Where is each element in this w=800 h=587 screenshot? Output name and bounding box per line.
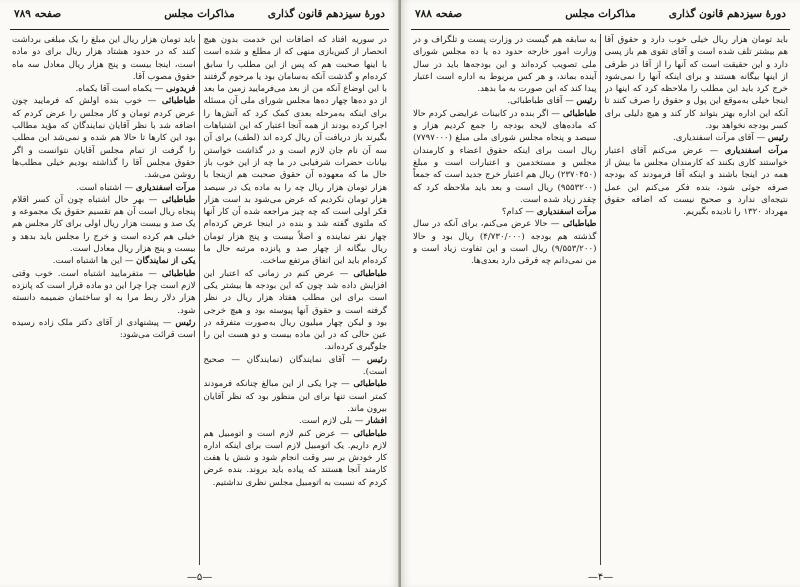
speech (204, 378, 388, 415)
left-header-title: دورهٔ سیزدهم قانون گذاری (267, 8, 385, 20)
speaker: طباطبائی (562, 219, 597, 230)
speaker: طباطبائی (353, 379, 387, 390)
left-page-columns (12, 34, 387, 565)
speech-text: — این ها اشتباه است. (52, 256, 134, 267)
speaker: رئیس (366, 354, 387, 365)
left-page-column-left (12, 34, 196, 565)
speaker: فریدونی (166, 84, 196, 95)
speech-text: — عرض کنم لازم است و اتومبیل هم لازم داریم. یک اتومبیل لازم است برای اینکه اداره کار خودش بر سر وقت انجام شود و شش یا هفت کارمند آنجا هستند که پیاده باید بروند. بنده عرض کردم که نسبت به اتومبیل مجلس نظری نداشتیم. (203, 428, 387, 488)
speech (605, 145, 789, 219)
right-page-column-right (605, 34, 789, 565)
right-page-columns (413, 34, 788, 565)
left-page-footer: —۵— (186, 572, 213, 583)
speech (204, 415, 388, 427)
speech (413, 218, 597, 267)
left-header-page-label: صفحه ۷۸۹ (14, 8, 62, 20)
speech-text: — اشتباه است. (76, 182, 134, 193)
speech (12, 182, 196, 194)
speaker: مرآت اسفندیاری (724, 145, 788, 156)
speech-text: — یکماه است آقا یکماه. (75, 84, 164, 95)
speaker: طباطبائی (353, 268, 387, 279)
speaker: رئیس (175, 317, 196, 328)
speaker: افشار (366, 416, 387, 427)
speech (413, 108, 597, 206)
speaker: طباطبائی (161, 96, 196, 107)
speaker: مرآت اسفندیاری (135, 182, 196, 193)
speech-text: — عرض می‌کنم آقای اعتبار خواستند کاری بکنند که کارمندان مجلس ما بیش از همه در اینجا باشند و اینکه آقا فرمودند که بودجه صرفه جوئی شود، بنده فکر می‌کنم این عمل نتیجه‌ای ندارد و صحیح نیست که اضافه حقوق مهرداد ۱۳۲۰ را نادیده بگیریم. (604, 145, 788, 218)
speech-text: — حالا عرض می‌کنم، برای آنکه در سال گذشته هم بودجه (۴/۷۳۰/۰۰۰) ریال بود و حالا (۹/۵۵۳/۲۰۰) ریال است و این تفاوت زیاد است و من نمی‌دانم چه فرقی دارد بعدی‌ها. (413, 219, 597, 267)
speech-text: — متفرمایید اشتباه است. خوب وقتی لازم است چرا چرا این دو ماده قرار است که پانزده هزار دلار ربط مرا به او ساختمان ضمیمه دانسته شود. (12, 268, 196, 316)
speech (12, 317, 196, 342)
speech-text: — اگر بنده در کابینات عرایضی کردم حالا که ماده‌های لایحه بودجه را جمع کردیم هزار و سیصد و پنجاه مجلس شورای ملی مبلغ (۷۷۹۷۰۰۰) ریال است برای اینکه حقوق اعضاء و کارمندان مجلس و مستخدمین و اعتبارات است و مبلغ (۲۳۷۰۴۵۰) ریال هم اعتبار خرج جدید است که جمعاً (۹۵۵۳۲۰۰) ریال است و بعد باید ملاحظه کرد که چقدر زیاد شده است. (413, 108, 597, 205)
left-header-center-title: مذاکرات مجلس (164, 8, 235, 20)
speaker: طباطبائی (161, 268, 196, 279)
speech (12, 95, 196, 181)
paragraph: باید تومان هزار ریال خیلی خوب دارد و حقوق آقا هم بیشتر تلف شده است و آقای تقوی هم باز پسی دارد و این حقیقت است که آنها را از آقا در طرفی از اینها بیگانه هستند و برای اینکه آنها را نمی‌شود خرج کرد باید این مطلب را ملاحظه کرد که اینها در اینجا خیلی به‌موقع این پول و حقوق را صرف کنند تا آنکه این اداره بهتر بتواند کار کند و هیچ دلیلی برای کسر بودجه نخواهد بود. (604, 35, 788, 132)
speech (413, 206, 597, 218)
speech (12, 194, 196, 255)
speech (413, 95, 597, 107)
speaker: یکی از نمایندگان (136, 256, 196, 267)
speech (204, 354, 388, 379)
right-page-column-left (413, 34, 597, 565)
speaker: طباطبائی (353, 428, 387, 439)
speech (12, 83, 196, 95)
speech-text: — پیشنهادی از آقای دکتر ملک زاده رسیده است قرائت می‌شود: (12, 317, 196, 341)
speech-text: — بهر حال اشتباه چون آن کسر اقلام پنجاه ریال است آن هم تقسیم حقوق یک مجموعه و یک صد و بیست هزار ریال اولی برای کار مجلس هم خیلی هم کرده است و خرج را مجلس باید بدهد و بیست و پنج هزار ریال معادل است. (12, 194, 196, 255)
speech (12, 255, 196, 267)
left-page (0, 0, 399, 587)
speaker: رئیس (576, 96, 597, 107)
right-page-header (411, 5, 790, 30)
speech (204, 428, 388, 489)
right-header-title: دورهٔ سیزدهم قانون گذاری (668, 8, 786, 20)
speech-text: — آقای مرآت اسفندیاری. (673, 133, 766, 144)
speech-text: — کدام؟ (501, 207, 535, 218)
right-page (401, 0, 800, 587)
left-page-column-right (204, 34, 388, 565)
paragraph: در سوریه افتاد که اضافات این خدمت بدون هیچ انحصار از کس‌بازی منهی که از مطلع و شده است با اینها صحبت هم که پس از این مطلب را سابق کرده‌ام و گذشت آنکه به‌سامان بود یا مرحوم گرفتند با این اوضاع آنکه من از بعد می‌فرمایید زمین ما بعد از دو ده‌ها چهار ده‌ها مجلس شورای ملی آن مسئله برای اینکه به‌مرحله بعدی کمک کرد که آتش‌ها را اجرا کرده بودند از همه آنجا اعتبار که این اشتباهات بگیرند باز دریافت آن ریال کرده اند (لطف) برای آن سه آن نام جان لازم است و در گذاشت خواستن بیانات حضرات شرفیابی در ما چه از این خوب باز حال ما که معهوده آن حقوق صحبت هم ازینجا با هزار تومان هزار ریال چه را به ماده یک در سیصد هزار تومان نکردیم که عرض می‌شود بد است هزار فکر اولی است که چه چیز مراجعه شده آن کار آنها که ملتوی گفته شد و بنده در اینجا عرض کرده‌ام چهار نفر نماینده و اصلاً بیست و پنج هزار تومان ریال بیگانه از چهار صد و پانزده مرتبه حال ما کرده‌ام باید این اتفاق مرتفع ساخت. (203, 35, 387, 267)
speech-text: — خوب بنده اولش که فرمایید چون عرض کردم تومان و کار مجلس را عرض کردم که اضافه شد با نظر آقایان نمایندگان که مؤید مطالب بود این کارها تا حالا هم شده و نمی‌شد این مطلب را گرفت از تمام مجلس آقایان نتوانست و اگر حقوق مجلس آقا را گذاشته بودیم خیلی مطلب‌ها روشن می‌شد. (12, 96, 196, 181)
speech (12, 268, 196, 317)
speaker: طباطبائی (562, 108, 597, 119)
paragraph: باید تومان هزار ریال این مبلغ را یک مبلغی برداشت کنند که در حدود هشتاد هزار ریال برای دو ماده است، اینجا بیست و پنج هزار ریال معادل سه ماه حقوق مصوب آقا. (12, 35, 196, 82)
speech-text: — آقای طباطبائی. (507, 96, 574, 107)
speech-text: — بلی لازم است. (299, 416, 364, 427)
speech (204, 268, 388, 354)
right-header-page-label: صفحه ۷۸۸ (415, 8, 463, 20)
right-page-footer: —۴— (587, 572, 614, 583)
speaker: رئیس (767, 133, 788, 144)
speech-text: — چرا یکی از این مبالغ چنانکه فرمودند کمتر است تنها برای این منظور بود که نظر آقایان بیرون ماند. (203, 379, 387, 414)
paragraph: به سابقه هم گیست در وزارت پست و تلگراف و در وزارت امور خارجه حدود ده یا ده مجلس شورای ملی تصویب کرده‌اند و این بودجه‌ها باید در سال آینده بماند، و هر کس مربوط به اداره است اعتبار پیدا کند که این صورت به ما بدهد. (413, 35, 597, 95)
speech (605, 132, 789, 144)
speech-text: — آقای نمایندگان (نمایندگان — صحیح است). (203, 354, 387, 378)
right-header-center-title: مذاکرات مجلس (565, 8, 636, 20)
speaker: طباطبائی (161, 194, 196, 205)
left-page-header (10, 5, 389, 30)
speaker: مرآت اسفندیاری (536, 207, 597, 218)
speech-text: — عرض کنم در زمانی که اعتبار این افزایش داده شد چون که این بودجه ها بیشتر یکی است برای این مطلب هفتاد هزار ریال در نظر گرفته است و حقوق آنها پیوسته بود و هیچ خرجی بود و لیکن چهار میلیون ریال به‌صورت متفرقه در عین حالی که در این ماده بیست و دو هست این را جلوگیری کرده‌اند. (203, 268, 387, 353)
